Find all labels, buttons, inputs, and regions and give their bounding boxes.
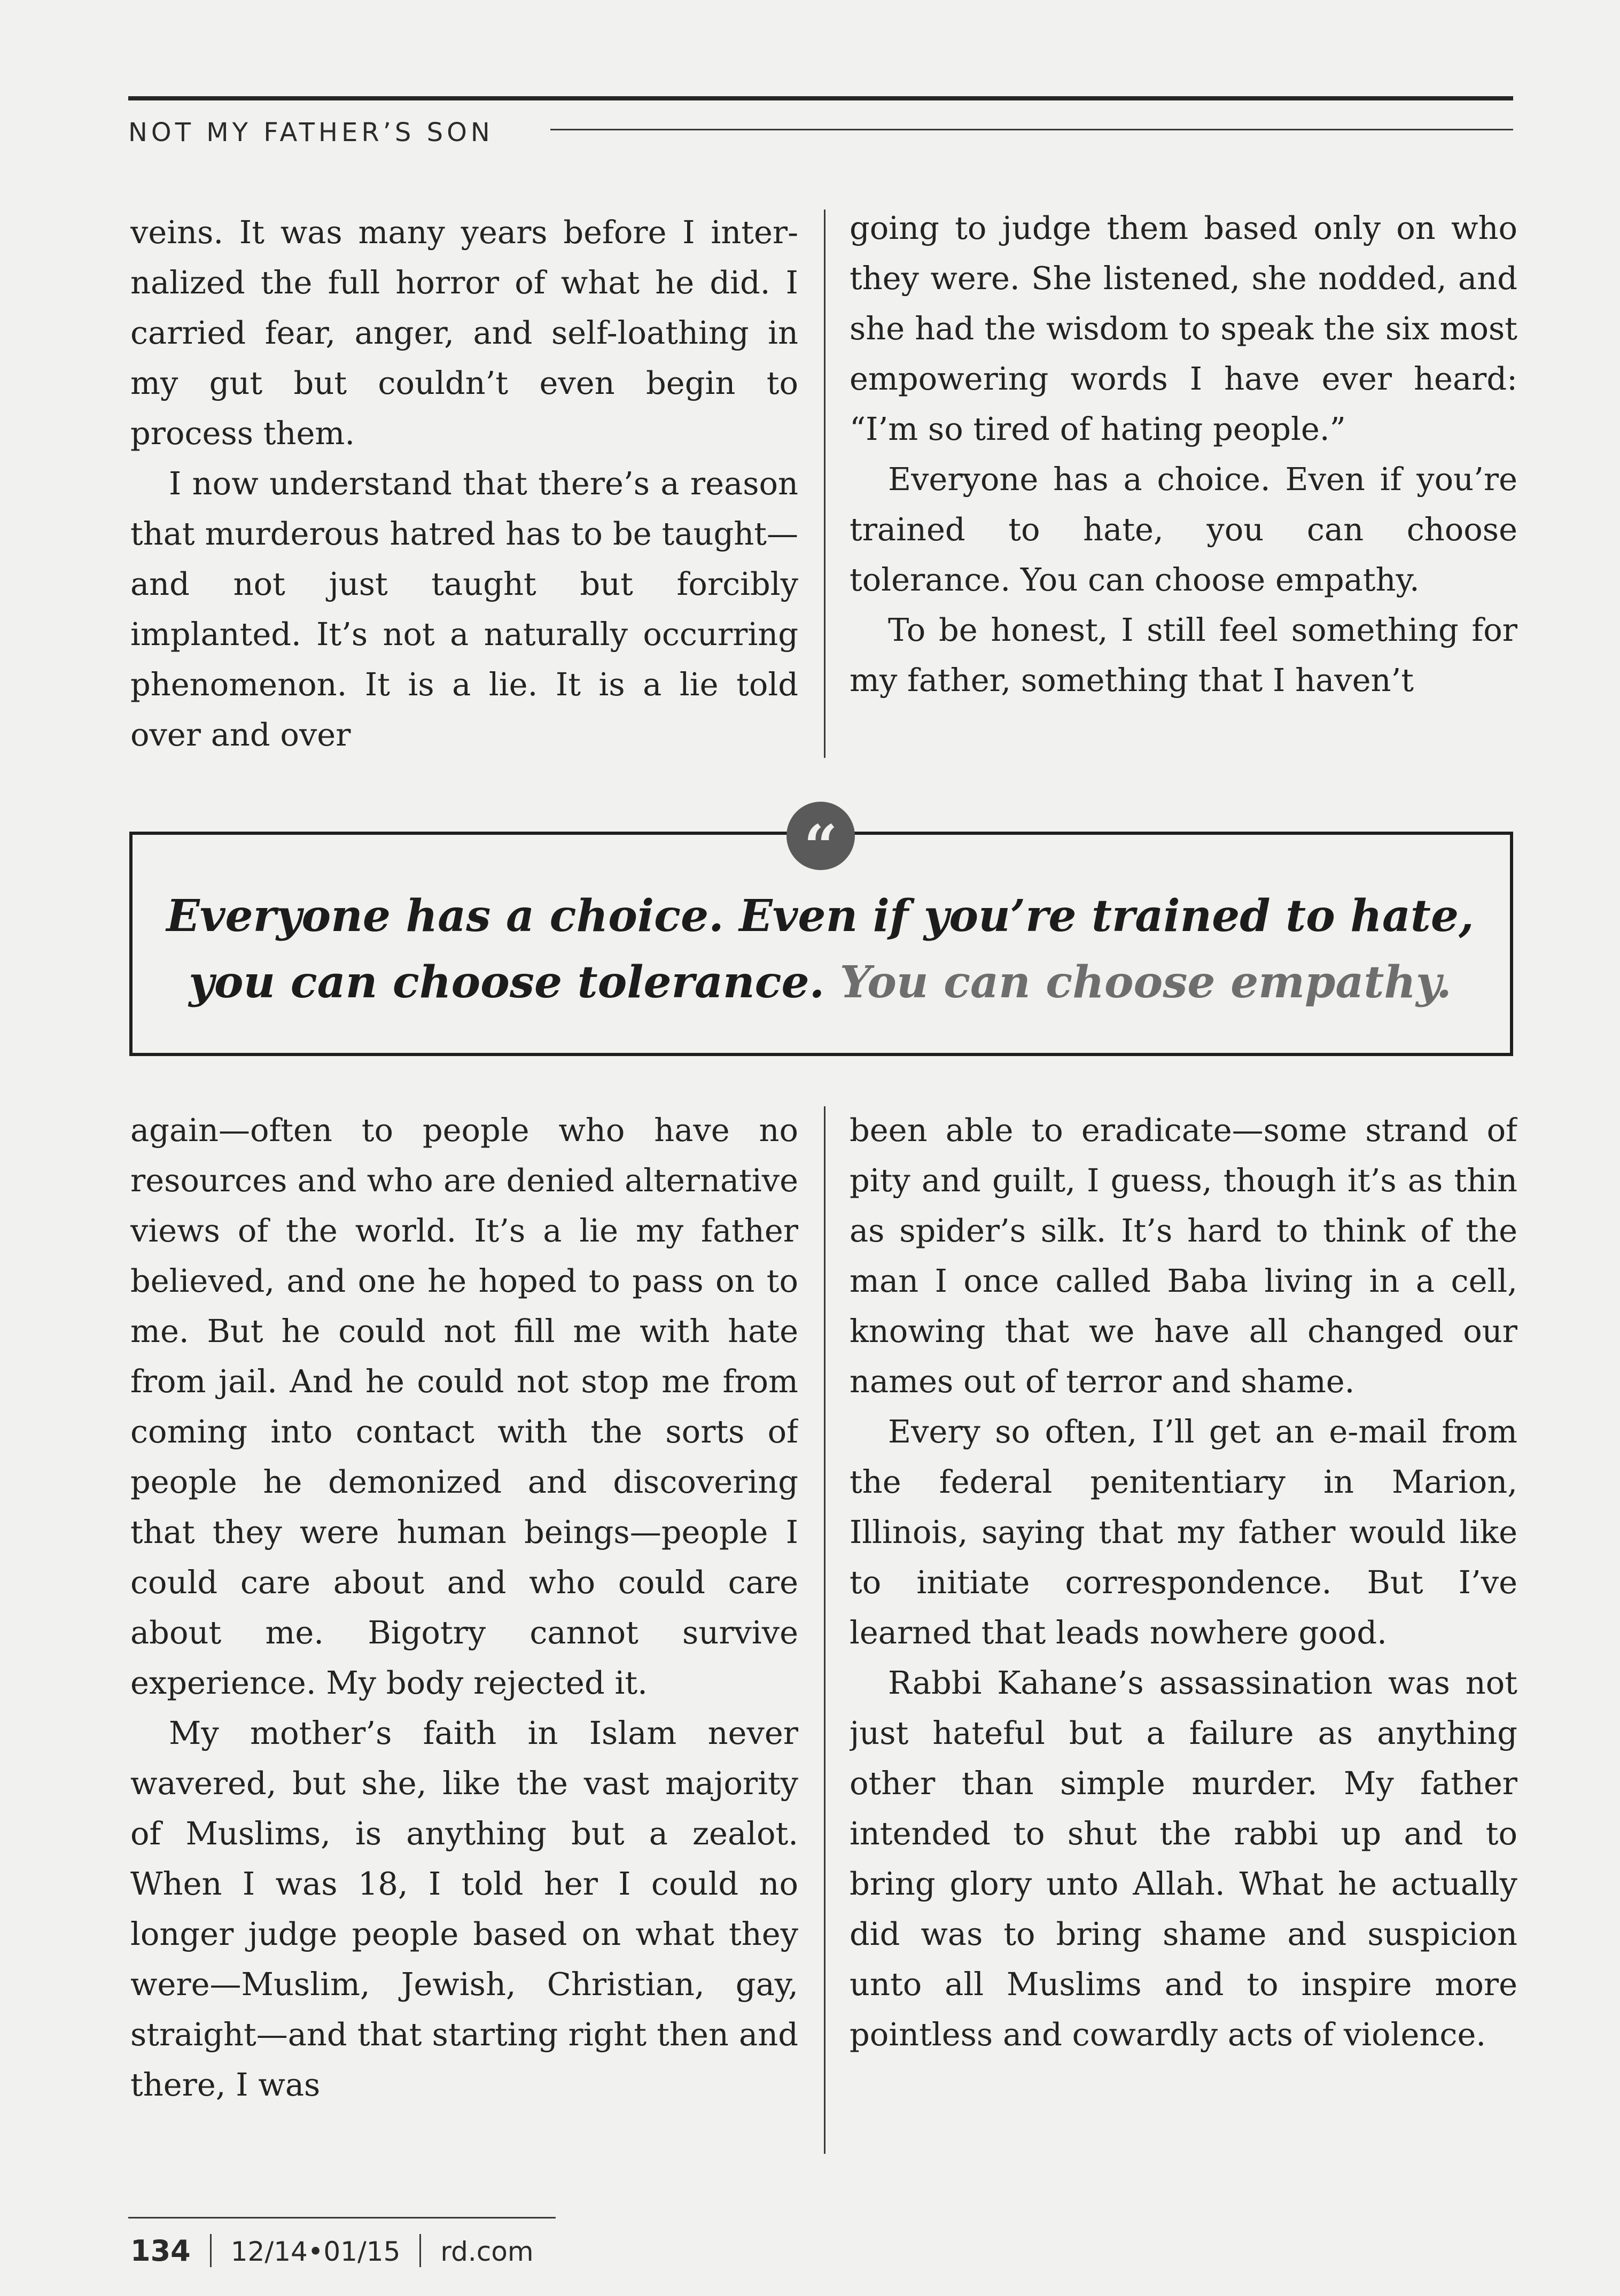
quote-mark-icon: “ xyxy=(786,802,855,870)
website-link[interactable]: rd.com xyxy=(440,2236,534,2267)
paragraph: again—often to people who have no resources and who are denied alternative views of the world. It’s a lie my father believed, and one he hoped to pass on to me. But he could not fill me with hate from jail. And he could not stop me from coming into contact with the sorts of people he demonized and discovering that they were human beings—people I could care about and who could care about me. Bigotry cannot survive experience. My body rejected it. xyxy=(130,1112,798,1701)
page-number: 134 xyxy=(130,2234,191,2268)
column-1 xyxy=(130,207,798,763)
paragraph: going to judge them based only on who they were. She listened, she nodded, and she had the wisdom to speak the six most empowering words I have ever heard: “I’m so tired of hating people.” xyxy=(850,210,1517,447)
column-divider-upper xyxy=(824,210,825,758)
paragraph: Every so often, I’ll get an e-mail from the federal penitentiary in Marion, Illinois, saying that my father would like to initiate correspondence. But I’ve learned that leads nowhere good. xyxy=(850,1413,1517,1651)
paragraph: I now understand that there’s a reason that murderous hatred has to be taught—and not just taught but forcibly implanted. It’s not a naturally occurring phenomenon. It is a lie. It is a lie told over and over xyxy=(130,465,798,753)
column-4 xyxy=(850,1105,1517,2163)
pull-quote-part-1: Everyone has a choice. Even if you’re trained to hate, you can choose tolerance. xyxy=(166,890,1474,1008)
column-divider-lower xyxy=(824,1106,825,2154)
footer-separator xyxy=(419,2234,421,2267)
column-2 xyxy=(850,203,1517,759)
paragraph: To be honest, I still feel something for my father, something that I haven’t xyxy=(850,611,1517,699)
paragraph: veins. It was many years before I internalized the full horror of what he did. I carried fear, anger, and self-loathing in my gut but couldn’t even begin to process them. xyxy=(130,214,798,452)
pull-quote xyxy=(160,883,1480,1015)
column-3 xyxy=(130,1105,798,2163)
issue-date: 12/14•01/15 xyxy=(230,2236,401,2267)
paragraph: My mother’s faith in Islam never wavered, but she, like the vast majority of Muslims, is anything but a zealot. When I was 18, I told her I could no longer judge people based on what they were—Muslim, Jewish, Christian, gay, straight—and that starting right then and there, I was xyxy=(130,1715,798,2103)
paragraph: Rabbi Kahane’s assassination was not just hateful but a failure as anything other than simple murder. My father intended to shut the rabbi up and to bring glory unto Allah. What he actually did was to bring shame and suspicion unto all Muslims and to inspire more pointless and cowardly acts of violence. xyxy=(850,1664,1517,2053)
pull-quote-part-2: You can choose empathy. xyxy=(839,957,1452,1008)
running-head-rule xyxy=(550,129,1513,130)
footer-rule xyxy=(128,2217,556,2219)
paragraph: been able to eradicate—some strand of pity and guilt, I guess, though it’s as thin as spider’s silk. It’s hard to think of the man I once called Baba living in a cell, knowing that we have all changed our names out of terror and shame. xyxy=(850,1112,1517,1400)
paragraph: Everyone has a choice. Even if you’re trained to hate, you can choose tolerance. You can choose empathy. xyxy=(850,461,1517,598)
top-rule xyxy=(128,96,1513,100)
running-head: NOT MY FATHER’S SON xyxy=(128,118,494,148)
footer xyxy=(130,2234,534,2268)
footer-separator xyxy=(210,2234,212,2267)
